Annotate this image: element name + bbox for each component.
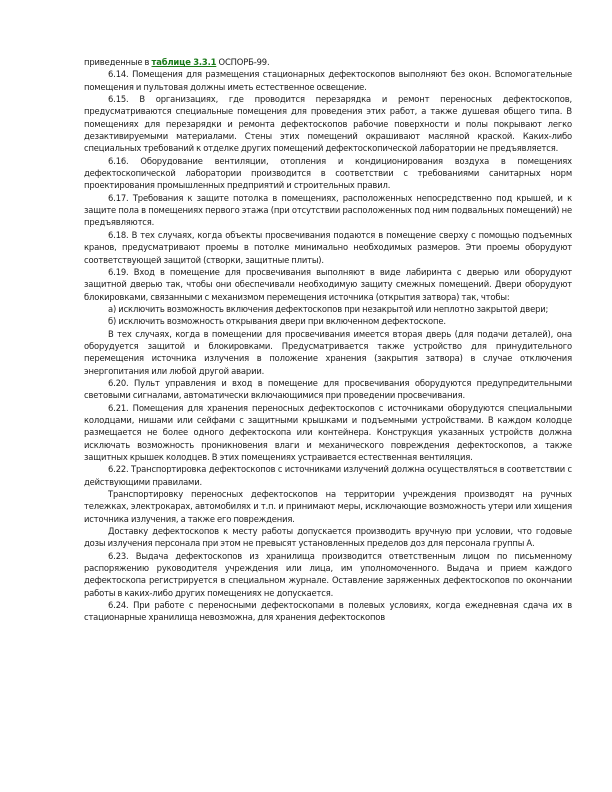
paragraph-6-21: 6.21. Помещения для хранения переносных дефектоскопов с источниками оборудуются специальными колодцами, нишами или сейфами с защитными крышками и подъемными устройствами. В каждом колодце размещается не более одного дефектоскопа или контейнера. Конструкция указанных устройств должна исключать возможность проникновения влаги и механического повреждения дефектоскопов, а также защитных крышек колодцев. В этих помещениях устраивается естественная вентиляция. <box>84 402 572 462</box>
paragraph-6-16: 6.16. Оборудование вентиляции, отопления и кондиционирования воздуха в помещениях дефектоскопической лаборатории производится в соответствии с требованиями санитарных норм проектирования промышленных предприятий и строительных правил. <box>84 155 572 191</box>
document-page <box>84 56 572 624</box>
paragraph-6-20: 6.20. Пульт управления и вход в помещение для просвечивания оборудуются предупредительными световыми сигналами, автоматически включающимися при проведении просвечивания. <box>84 377 572 401</box>
paragraph-6-24: 6.24. При работе с переносными дефектоскопами в полевых условиях, когда ежедневная сдача их в стационарные хранилища невозможна, для хранения дефектоскопов <box>84 600 572 623</box>
paragraph-6-22-transport: Транспортировку переносных дефектоскопов на территории учреждения производят на ручных тележках, электрокарах, автомобилях и т.п. и принимают меры, исключающие возможность утери или хищения источника излучения, а также его повреждения. <box>84 489 572 524</box>
paragraph-6-22: 6.22. Транспортировка дефектоскопов с источниками излучений должна осуществляться в соответствии с действующими правилами. <box>84 464 572 487</box>
table-3-3-1-link[interactable]: таблице 3.3.1 <box>151 57 217 67</box>
paragraph-6-23: 6.23. Выдача дефектоскопов из хранилища производится ответственным лицом по письменному распоряжению руководителя учреждения или лица, им уполномоченного. Выдача и прием каждого дефектоскопа регистрируется в специальном журнале. Оставление заряженных дефектоскопов по окончании работы в каких-либо других помещениях не допускается. <box>84 550 572 598</box>
paragraph-6-17: 6.17. Требования к защите потолка в помещениях, расположенных непосредственно под крышей, и к защите пола в помещениях первого этажа (при отсутствии расположенных под ним подвальных помещений) не предъявляются. <box>84 192 572 228</box>
paragraph-6-22-delivery: Доставку дефектоскопов к месту работы допускается производить вручную при условии, что годовые дозы излучения персонала при этом не превысят установленных пределов доз для персонала группы А. <box>84 526 572 549</box>
paragraph-6-14: 6.14. Помещения для размещения стационарных дефектоскопов выполняют без окон. Вспомогательные помещения и пультовая должны иметь естественное освещение. <box>84 69 572 92</box>
paragraph-6-19-a: а) исключить возможность включения дефектоскопов при незакрытой или неплотно закрытой двери; <box>108 303 549 314</box>
intro-text-after: ОСПОРБ-99. <box>216 57 270 67</box>
paragraph-6-18: 6.18. В тех случаях, когда объекты просвечивания подаются в помещение сверху с помощью подъемных кранов, предусматривают проемы в потолке минимально необходимых размеров. Эти проемы оборудуют соответствующей защитой (створки, защитные плиты). <box>84 229 572 265</box>
paragraph-6-19: 6.19. Вход в помещение для просвечивания выполняют в виде лабиринта с дверью или оборудуют защитной дверью так, чтобы они обеспечивали необходимую защиту смежных помещений. Двери оборудуют блокировками, связанными с механизмом перемещения источника (открытия затвора) так, чтобы: <box>84 266 572 302</box>
intro-paragraph <box>84 56 572 68</box>
paragraph-6-19-second-door: В тех случаях, когда в помещении для просвечивания имеется вторая дверь (для подачи деталей), она оборудуется защитой и блокировками. Предусматривается также устройство для принудительного перемещения источника излучения в положение хранения (закрытия затвора) в случае отключения энергопитания или любой другой аварии. <box>84 328 572 376</box>
paragraph-6-15: 6.15. В организациях, где проводится перезарядка и ремонт переносных дефектоскопов, предусматриваются специальные помещения для проведения этих работ, а также душевая общего типа. В помещениях для перезарядки и ремонта дефектоскопов рабочие поверхности и полы покрывают легко дезактивируемыми материалами. Стены этих помещений окрашивают масляной краской. Каких-либо специальных требований к отделке других помещений дефектоскопической лаборатории не предъявляется. <box>84 94 572 154</box>
intro-text-before: приведенные в <box>84 57 152 67</box>
paragraph-6-19-b: б) исключить возможность открывания двери при включенном дефектоскопе. <box>108 316 446 327</box>
